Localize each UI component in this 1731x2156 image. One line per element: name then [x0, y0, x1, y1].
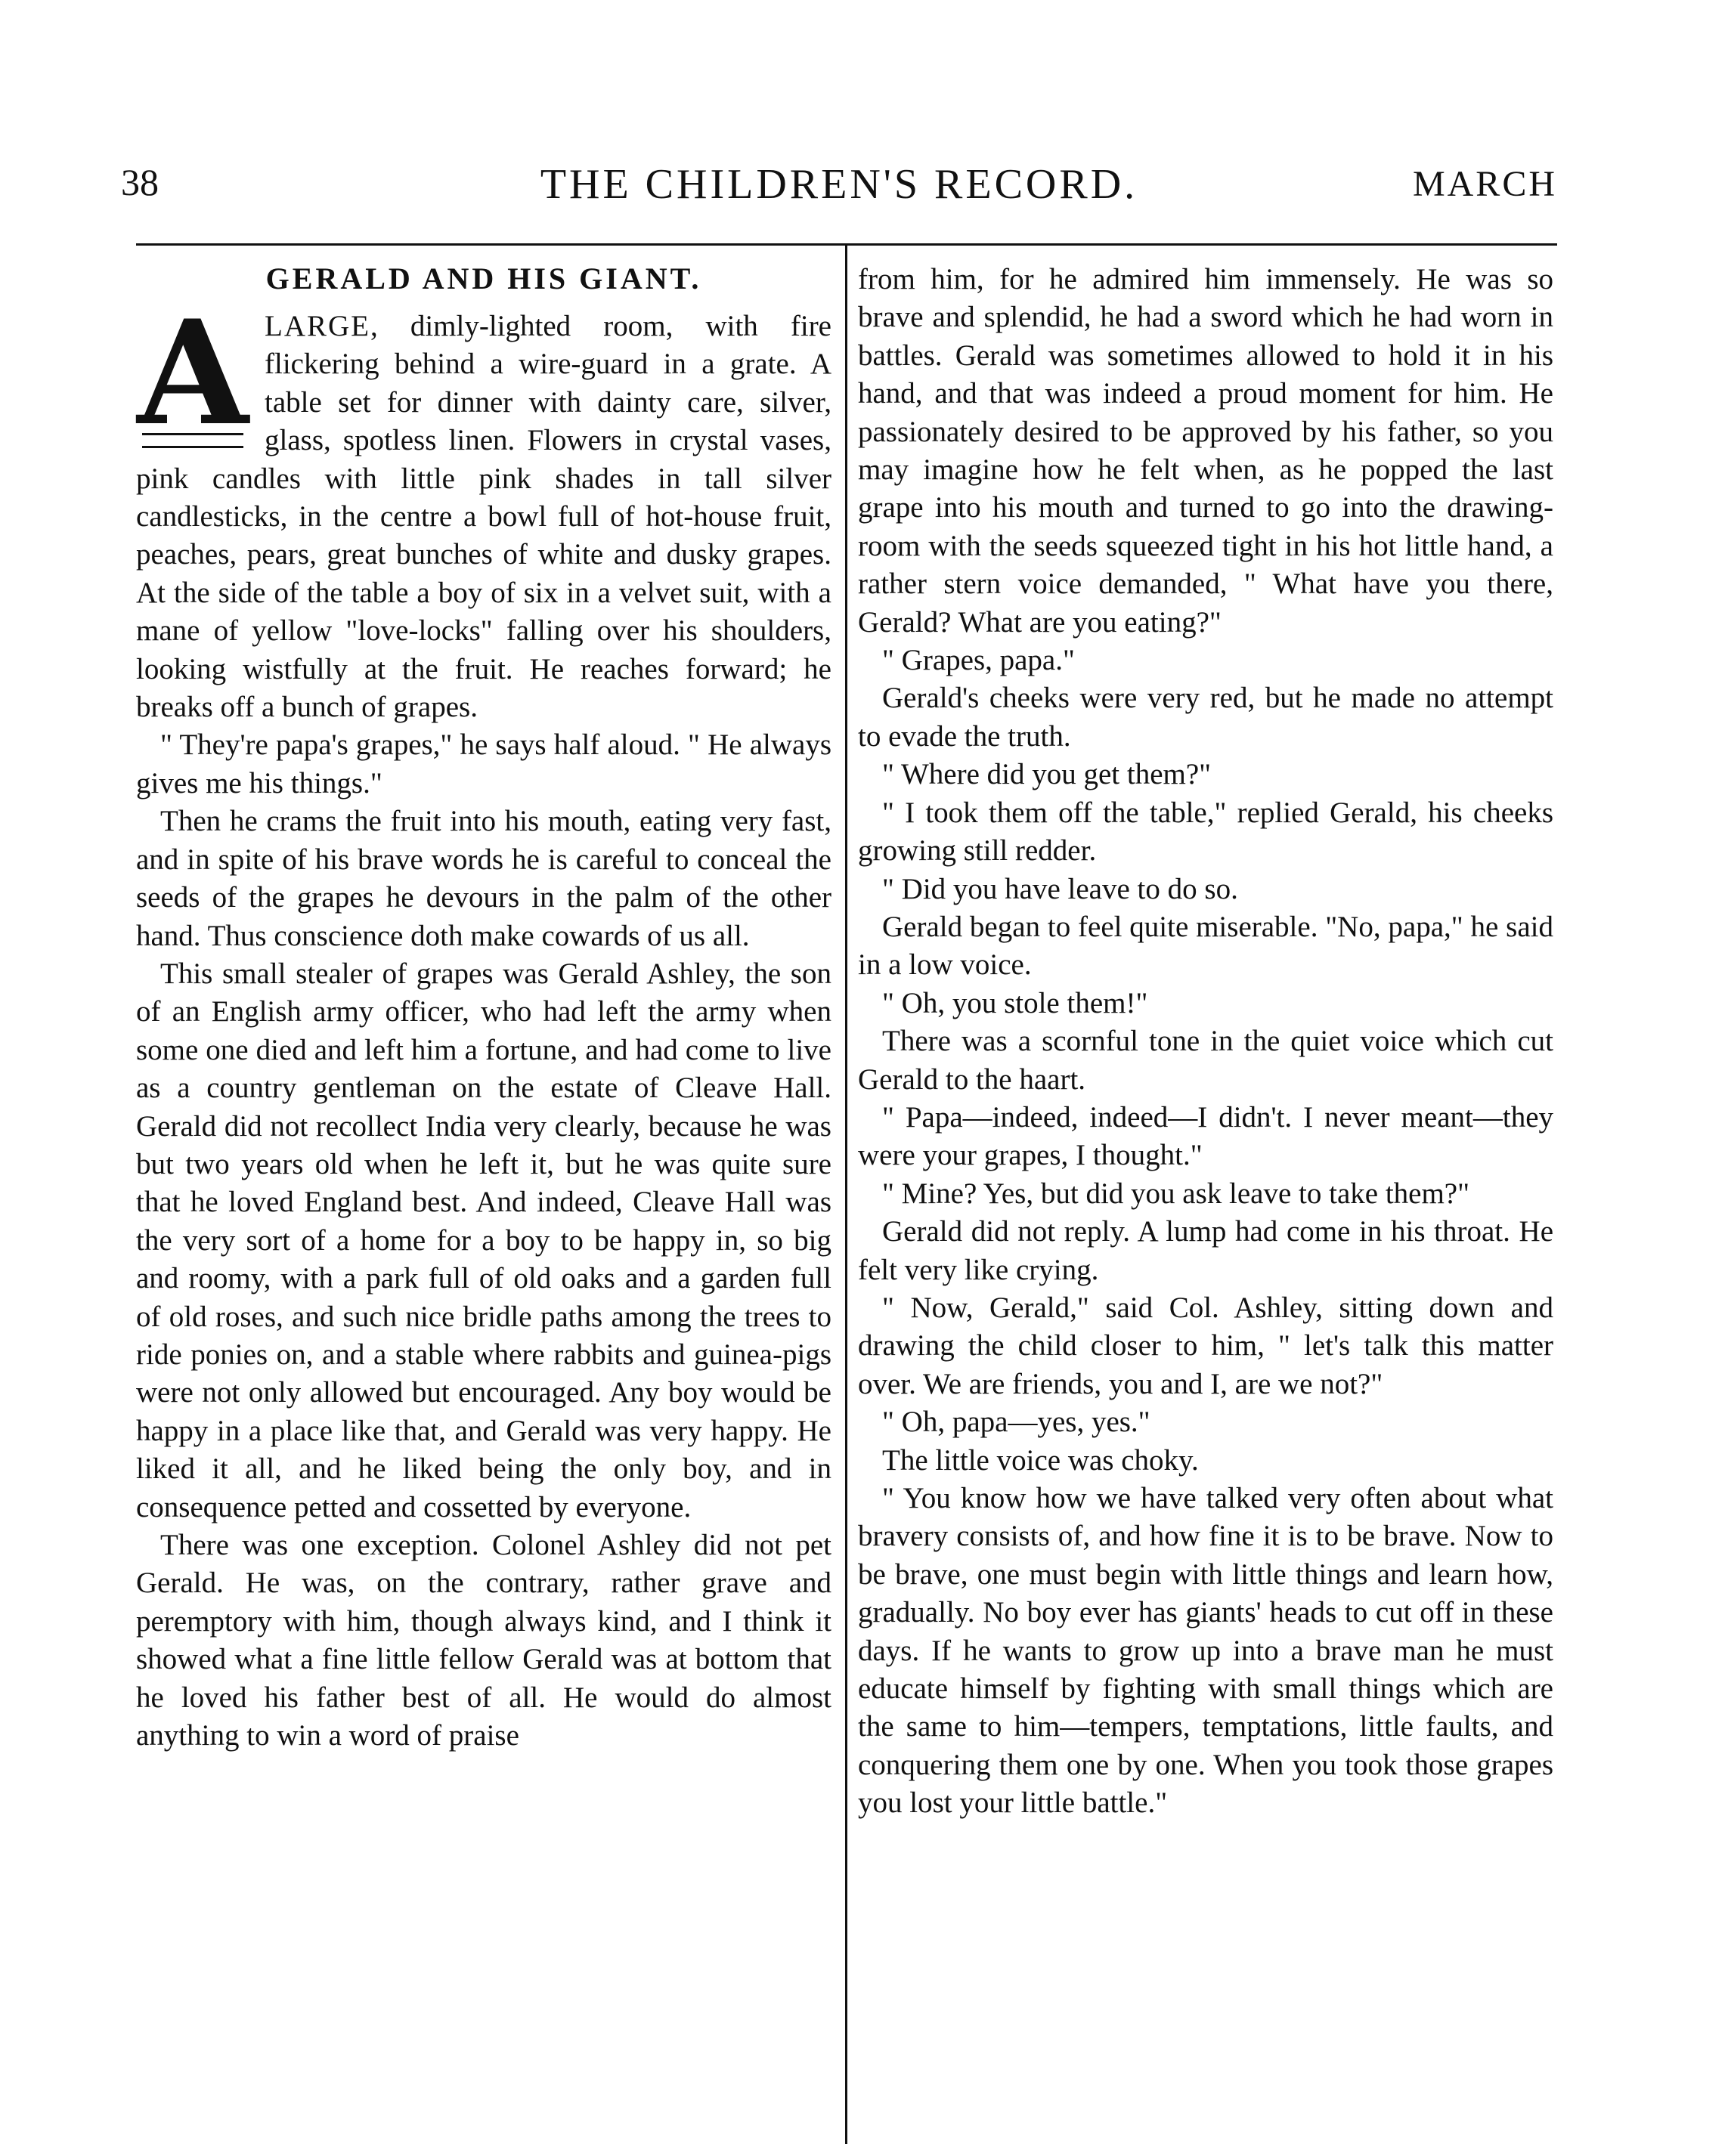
drop-cap-base-ornament: [142, 433, 243, 448]
drop-cap-ornament: [136, 289, 249, 457]
paragraph-8: Gerald's cheeks were very red, but he made no attempt to evade the truth.: [858, 682, 1553, 753]
paragraph-16: " Mine? Yes, but did you ask leave to take them?": [882, 1177, 1470, 1210]
right-column: [858, 261, 1553, 1823]
paragraph-5: There was one exception. Colonel Ashley did not pet Gerald. He was, on the contrary, rather grave and peremptory with him, though always kind, and I think it showed what a fine little fellow Gerald was at bottom that he loved his father best of all. He would do almost anything to win a word of praise: [136, 1529, 831, 1752]
paragraph-13: " Oh, you stole them!": [882, 986, 1148, 1019]
issue-month: MARCH: [1412, 164, 1557, 204]
column-divider: [845, 243, 847, 2144]
drop-cap-letter: A: [137, 289, 249, 457]
paragraph-9: " Where did you get them?": [882, 758, 1212, 791]
journal-title: THE CHILDREN'S RECORD.: [540, 161, 1138, 208]
paragraph-7: " Grapes, papa.": [882, 644, 1075, 677]
page-header: [121, 160, 1557, 213]
opening-word: LARGE: [265, 310, 370, 342]
paragraph-19: " Oh, papa—yes, yes.": [882, 1406, 1150, 1439]
paragraph-6: from him, for he admired him immensely. He was so brave and splendid, he had a sword which he had worn in battles. Gerald was sometimes allowed to hold it in his hand, and that was indeed a proud moment for him. He passionately desired to be approved by his father, so you may imagine how he felt when, as he popped the last grape into his mouth and turned to go into the drawing-room with the seeds squeezed tight in his hot little hand, a rather stern voice demanded, " What have you there, Gerald? What are you eating?": [858, 263, 1553, 639]
paragraph-15: " Papa—indeed, indeed—I didn't. I never meant—they were your grapes, I thought.": [858, 1100, 1553, 1172]
paragraph-14: There was a scornful tone in the quiet voice which cut Gerald to the haart.: [858, 1025, 1553, 1096]
paragraph-18: " Now, Gerald," said Col. Ashley, sitting down and drawing the child closer to him, " let's talk this matter over. We are friends, you and I, are we not?": [858, 1291, 1553, 1400]
paragraph-2: " They're papa's grapes," he says half aloud. " He always gives me his things.": [136, 728, 831, 800]
paragraph-10: " I took them off the table," replied Gerald, his cheeks growing still redder.: [858, 796, 1553, 868]
paragraph-11: " Did you have leave to do so.: [882, 872, 1238, 905]
left-column: [136, 261, 831, 1755]
page-number: 38: [121, 161, 159, 203]
paragraph-17: Gerald did not reply. A lump had come in his throat. He felt very like crying.: [858, 1215, 1553, 1286]
paragraph-4: This small stealer of grapes was Gerald Ashley, the son of an English army officer, who had left the army when some one died and left him a fortune, and had come to live as a country gentleman on the estate of Cleave Hall. Gerald did not recollect India very clearly, because he was but two years old when he left it, but he was quite sure that he loved England best. And indeed, Cleave Hall was the very sort of a home for a boy to be happy in, so big and roomy, with a park full of old oaks and a garden full of old roses, and such nice bridle paths among the trees to ride ponies on, and a stable where rabbits and guinea-pigs were not only allowed but encouraged. Any boy would be happy in a place like that, and Gerald was very happy. He liked it all, and he liked being the only boy, and in consequence petted and cossetted by everyone.: [136, 957, 831, 1523]
paragraph-3: Then he crams the fruit into his mouth, eating very fast, and in spite of his brave words he is careful to conceal the seeds of the grapes he devours in the palm of the other hand. Thus conscience doth make cowards of us all.: [136, 805, 831, 952]
paragraph-12: Gerald began to feel quite miserable. "No, papa," he said in a low voice.: [858, 910, 1553, 982]
paragraph-21: " You know how we have talked very often about what bravery consists of, and how fine it is to be brave. Now to be brave, one must begin with little things and learn how, gradually. No boy ever has giants' heads to cut off in these days. If he wants to grow up into a brave man he must educate himself by fighting with small things which are the same to him—tempers, temptations, little faults, and conquering them one by one. When you took those grapes you lost your little battle.": [858, 1482, 1553, 1820]
paragraph-20: The little voice was choky.: [882, 1443, 1199, 1477]
paragraph-1-text: , dimly-lighted room, with fire flickering behind a wire-guard in a grate. A table set for dinner with dainty care, silver, glass, spotless linen. Flowers in crystal vases, pink candles with little pink shades in tall silver candlesticks, in the centre a bowl full of hot-house fruit, peaches, pears, great bunches of white and dusky grapes. At the side of the table a boy of six in a velvet suit, with a mane of yellow "love-locks" falling over his shoulders, looking wistfully at the fruit. He reaches forward; he breaks off a bunch of grapes.: [136, 310, 831, 724]
article-title: GERALD AND HIS GIANT.: [265, 261, 702, 295]
